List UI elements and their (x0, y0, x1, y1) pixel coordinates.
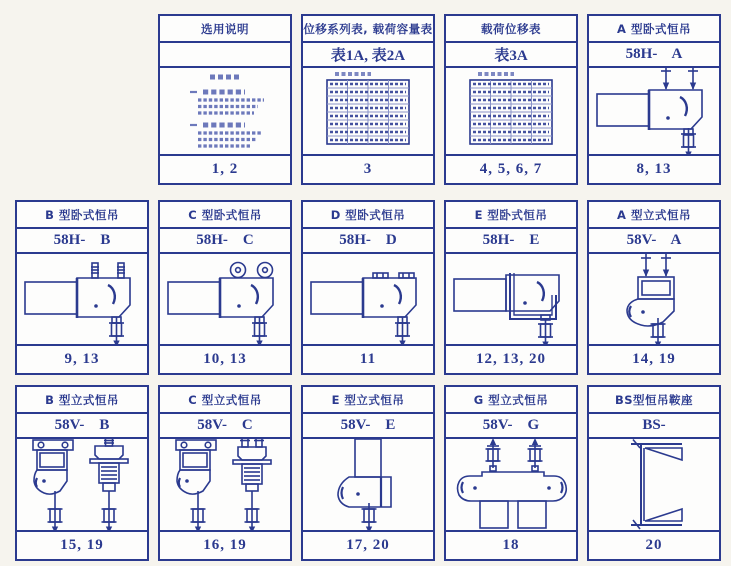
card-subtitle: BS- (589, 414, 719, 439)
card-page-numbers: 16, 19 (160, 530, 290, 559)
card-58h-d (301, 200, 435, 375)
card-title: BS型恒吊鞍座 (589, 387, 719, 414)
card-title: D 型卧式恒吊 (303, 202, 433, 229)
card-page-numbers: 17, 20 (303, 530, 433, 559)
card-subtitle: 58H- E (446, 229, 576, 254)
card-subtitle: 表1A, 表2A (303, 43, 433, 68)
drawing-vertical-hanger-a (589, 254, 719, 344)
card-displacement-tables (301, 14, 435, 185)
card-bs-saddle (587, 385, 721, 561)
drawing-vertical-hanger-e (303, 439, 433, 530)
drawing-horizontal-hanger-d (303, 254, 433, 344)
card-58h-b (15, 200, 149, 375)
card-page-numbers: 14, 19 (589, 344, 719, 373)
card-selection-notes (158, 14, 292, 185)
card-58v-c (158, 385, 292, 561)
card-subtitle: 58V- A (589, 229, 719, 254)
mini-table-sketch (446, 68, 576, 154)
card-page-numbers: 15, 19 (17, 530, 147, 559)
card-subtitle: 58V- G (446, 414, 576, 439)
drawing-horizontal-hanger-a (589, 68, 719, 154)
card-58h-e (444, 200, 578, 375)
card-page-numbers: 8, 13 (589, 154, 719, 183)
card-58v-e (301, 385, 435, 561)
card-title: 选用说明 (160, 16, 290, 43)
card-page-numbers: 1, 2 (160, 154, 290, 183)
card-subtitle: 58V- E (303, 414, 433, 439)
card-title: B 型卧式恒吊 (17, 202, 147, 229)
card-title: 载荷位移表 (446, 16, 576, 43)
card-page-numbers: 20 (589, 530, 719, 559)
mini-table-sketch (303, 68, 433, 154)
card-58v-a (587, 200, 721, 375)
card-subtitle: 58H- B (17, 229, 147, 254)
card-page-numbers: 9, 13 (17, 344, 147, 373)
notes-sketch (160, 68, 290, 154)
card-title: E 型卧式恒吊 (446, 202, 576, 229)
card-load-displacement-table (444, 14, 578, 185)
card-page-numbers: 3 (303, 154, 433, 183)
drawing-vertical-hanger-b (17, 439, 147, 530)
drawing-horizontal-hanger-e (446, 254, 576, 344)
drawing-vertical-hanger-c (160, 439, 290, 530)
card-title: C 型立式恒吊 (160, 387, 290, 414)
card-page-numbers: 12, 13, 20 (446, 344, 576, 373)
card-page-numbers: 18 (446, 530, 576, 559)
drawing-vertical-hanger-g (446, 439, 576, 530)
card-subtitle: 58V- B (17, 414, 147, 439)
card-58h-c (158, 200, 292, 375)
card-subtitle (160, 43, 290, 68)
card-title: 位移系列表, 载荷容量表 (303, 16, 433, 43)
card-subtitle: 表3A (446, 43, 576, 68)
card-page-numbers: 4, 5, 6, 7 (446, 154, 576, 183)
drawing-horizontal-hanger-b (17, 254, 147, 344)
card-58v-b (15, 385, 149, 561)
card-subtitle: 58H- D (303, 229, 433, 254)
drawing-bs-saddle (589, 439, 719, 530)
card-subtitle: 58H- C (160, 229, 290, 254)
card-title: A 型卧式恒吊 (589, 16, 719, 43)
card-subtitle: 58V- C (160, 414, 290, 439)
drawing-horizontal-hanger-c (160, 254, 290, 344)
card-title: G 型立式恒吊 (446, 387, 576, 414)
card-title: C 型卧式恒吊 (160, 202, 290, 229)
card-title: A 型立式恒吊 (589, 202, 719, 229)
card-58h-a (587, 14, 721, 185)
card-title: B 型立式恒吊 (17, 387, 147, 414)
card-58v-g (444, 385, 578, 561)
card-page-numbers: 11 (303, 344, 433, 373)
card-page-numbers: 10, 13 (160, 344, 290, 373)
card-subtitle: 58H- A (589, 43, 719, 68)
card-title: E 型立式恒吊 (303, 387, 433, 414)
